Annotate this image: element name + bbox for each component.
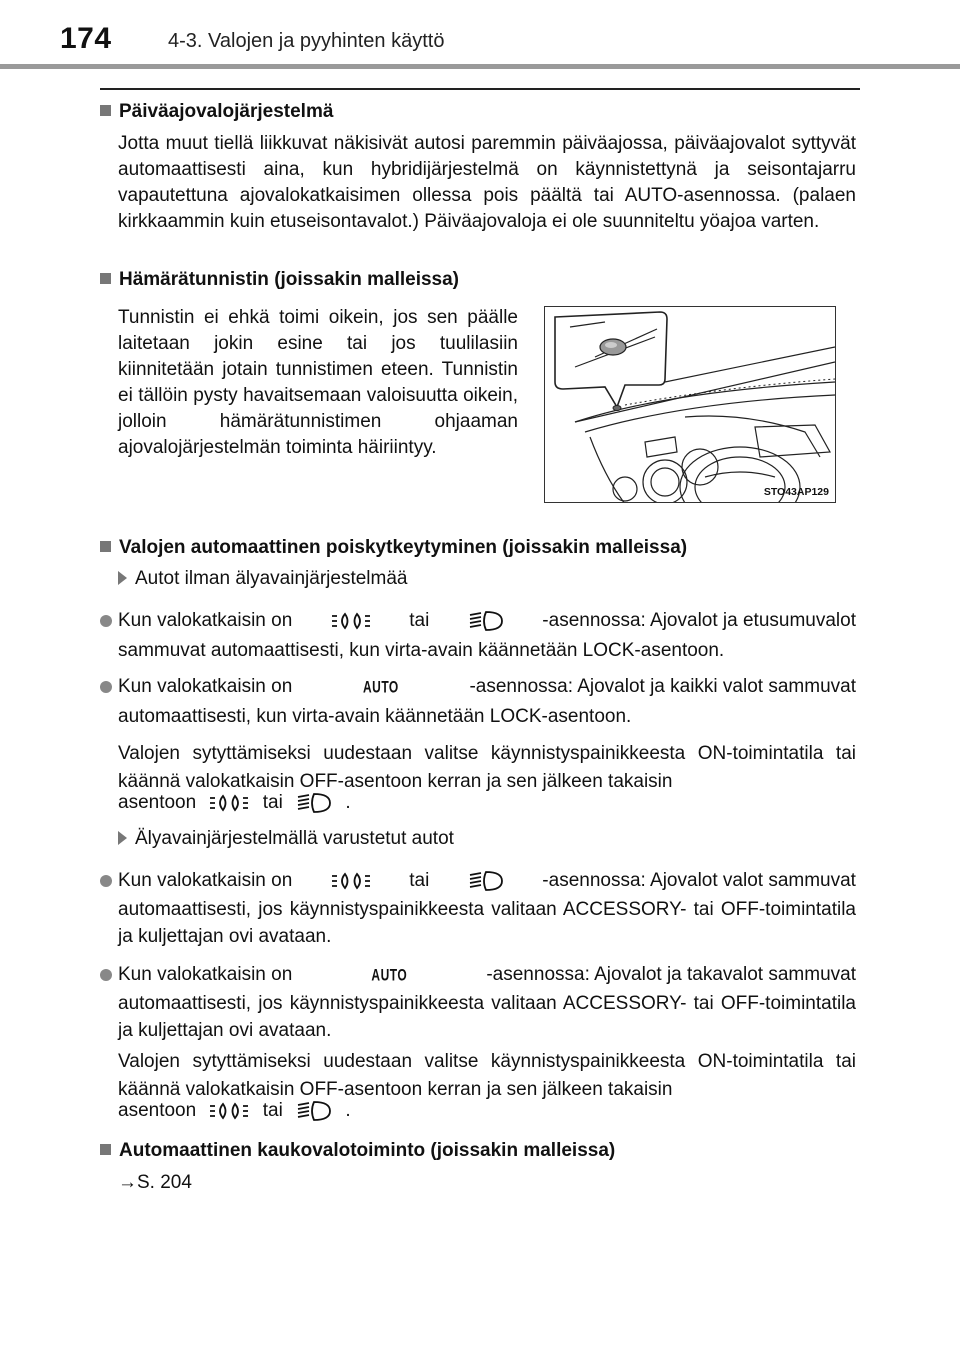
subheading-without-smart-key: Autot ilman älyavainjärjestelmää [118, 568, 407, 590]
figure-code: STO43AP129 [763, 486, 829, 498]
parking-light-icon [329, 608, 373, 634]
dashboard-sensor-illustration [545, 307, 836, 503]
page-number: 174 [60, 22, 112, 55]
headlight-icon [466, 608, 506, 634]
bullet-item: Kun valokatkaisin on AUTO -asennossa: Ajovalot ja takavalot sammuvat automaattisesti, jos käynnistyspainikkeesta valitaan ACCESSORY- tai OFF-toimintatila ja kuljettajan ovi avataan. [100, 960, 856, 1044]
arrow-icon [118, 571, 127, 585]
auto-icon: AUTO [362, 677, 399, 697]
light-sensor-text: Tunnistin ei ehkä toimi oikein, jos sen päälle laitetaan jokin esine tai jos tuulilasiin kiinnitetään jotain tunnistimen eteen. Tunnistin ei tällöin pysty havaitsemaan valoisuutta oikein, jolloin hämärätunnistimen ohjaaman ajovalojärjestelmän toiminta häiriintyy. [118, 307, 518, 458]
reactivate-text-end: asentoon tai . [118, 788, 351, 818]
section-marker [100, 1144, 111, 1155]
headlight-icon [294, 1098, 334, 1124]
subheading-with-smart-key: Älyavainjärjestelmällä varustetut autot [118, 828, 454, 850]
bullet-item: Kun valokatkaisin on tai -asennossa: Ajovalot ja etusumuvalot sammuvat automaattisesti, kun virta-avain käännetään LOCK-asentoon. [100, 606, 856, 666]
section-marker [100, 541, 111, 552]
page-reference: →S. 204 [118, 1172, 192, 1193]
bullet-dot [100, 681, 112, 693]
sensor-figure [544, 306, 836, 503]
reactivate-text-2-end: asentoon tai . [118, 1096, 351, 1126]
section-title-auto-off: Valojen automaattinen poiskytkeytyminen (joissakin malleissa) [100, 537, 687, 559]
page-header [0, 0, 960, 70]
bullet-dot [100, 875, 112, 887]
auto-icon: AUTO [371, 965, 408, 985]
daytime-lights-text: Jotta muut tiellä liikkuvat näkisivät autosi paremmin päiväajossa, päiväajovalot syttyvät automaattisesti aina, kun hybridijärjestelmä on käynnistettynä ja seisontajarru vapautettuna ajovalokatkaisimen ollessa pois päältä tai AUTO-asennossa. (palaen kirkkaammin kuin etuseisontavalot.) Päiväajovaloja ei ole suunniteltu yöajoa varten. [118, 133, 856, 232]
section-marker [100, 273, 111, 284]
section-marker [100, 105, 111, 116]
reactivate-text-2: Valojen sytyttämiseksi uudestaan valitse käynnistyspainikkeesta ON-toimintatila tai käännä valokatkaisin OFF-asentoon kerran ja sen jälkeen takaisin [118, 1051, 856, 1100]
bullet-item: Kun valokatkaisin on AUTO -asennossa: Ajovalot ja kaikki valot sammuvat automaattisesti, kun virta-avain käännetään LOCK-asentoon. [100, 672, 856, 732]
reactivate-text: Valojen sytyttämiseksi uudestaan valitse käynnistyspainikkeesta ON-toimintatila tai käännä valokatkaisin OFF-asentoon kerran ja sen jälkeen takaisin [118, 743, 856, 792]
parking-light-icon [329, 868, 373, 894]
section-title-light-sensor: Hämärätunnistin (joissakin malleissa) [100, 269, 459, 291]
section-title-daytime-lights: Päiväajovalojärjestelmä [100, 101, 333, 123]
headlight-icon [294, 790, 334, 816]
chapter-title: 4-3. Valojen ja pyyhinten käyttö [168, 30, 445, 52]
bullet-item: Kun valokatkaisin on tai -asennossa: Ajovalot valot sammuvat automaattisesti, jos käynnistyspainikkeesta valitaan ACCESSORY- tai OFF-toimintatila ja kuljettajan ovi avataan. [100, 866, 856, 950]
header-bar [0, 64, 960, 69]
parking-light-icon [207, 790, 251, 816]
bullet-dot [100, 615, 112, 627]
bullet-dot [100, 969, 112, 981]
parking-light-icon [207, 1098, 251, 1124]
arrow-icon [118, 831, 127, 845]
section-title-auto-high-beam: Automaattinen kaukovalotoiminto (joissakin malleissa) [100, 1140, 615, 1162]
headlight-icon [466, 868, 506, 894]
top-rule [100, 88, 860, 90]
